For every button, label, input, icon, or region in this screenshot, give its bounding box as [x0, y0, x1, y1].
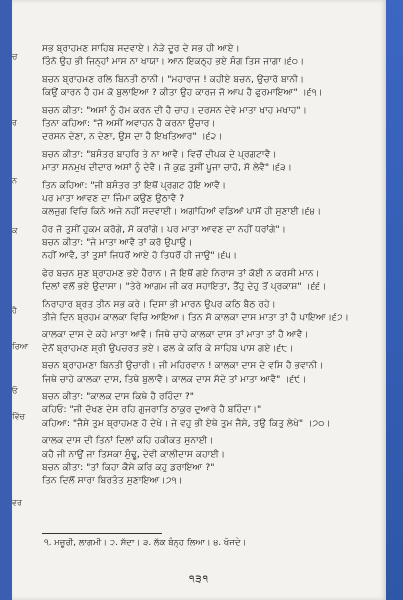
text-line: ਬਚਨ ਕੀਤਾ: "ਕਾਲਕ ਦਾਸ ਕਿਥੇ ਹੈ ਰਹਿੰਦਾ ?" [42, 390, 194, 402]
text-line: ਤਿਨ ਕਹਿਆ: "ਜੀ ਬਸੰਤਰ ਤਾਂ ਇਥੋਂ ਪ੍ਰਗਟ ਹੋਇ ਆਵੈ। [42, 179, 227, 191]
text-line: ਤਿਨਾ ਕਹਿਆ: "ਜੋ ਅਸੀਂ ਅਵਾਹਨ ਹੈ ਕਰਨਾ ਉਚਾਰ। [42, 117, 216, 129]
text-line: ਬਚਨ ਕੀਤਾ: "ਤਾਂ ਕਿਹਾ ਕੈਸੇ ਕਰਿ ਕਹੁ ਡਰਾਇਆ ?" [42, 461, 215, 473]
text-line: ਬਚਨ ਕੀਤਾ: "ਬਸੰਤਰ ਬਾਹਰਿ ਤੇ ਨਾ ਆਵੈ। ਵਿਚੋਂ ਦੀਪਕ ਦੇ ਪ੍ਰਗਟਾਵੈ। [42, 148, 277, 160]
page-number: ੧੩੧ [188, 574, 210, 585]
margin-fragment: ਨ [12, 176, 17, 185]
text-line: ਤੀਜੇ ਦਿਨ ਬ੍ਰਹਮ ਕਾਲਕਾ ਵਿਚਿ ਆਇਆ। ਤਿਨ ਸੋ ਕਾਲਕਾ ਦਾਸ ਮਾਤਾ ਤਾਂ ਹੈ ਪਾਇਆ।੬੭। [42, 312, 349, 324]
text-line: ਹੋਰ ਜੋ ਤੁਸੀਂ ਹੁਕਮ ਕਰੋਗੇ, ਸੋ ਕਰਾਂਗੇ। ਪਰ ਮਾਤਾ ਆਵਣ ਦਾ ਨਹੀਂ ਧਰਾਂਗੇ"। [42, 223, 286, 235]
text-line: ਕਹਿਓ: "ਜੀ ਦੱਖਣ ਦੇਸ ਰਹਿ ਗੁਜਰਾਤਿ ਠਾਕੁਰ ਦੁਆਰੇ ਹੈ ਬਹਿੰਦਾ।" [42, 404, 262, 416]
footnote: ੧. ਮਜ਼ੂਰੀ, ਲਾਗਮੀ। ੨. ਸੱਦਾ। ੩. ਲੱਕ ਬੰਨ੍ਹ ਲਿਆ। ੪. ਖੋਜਦੇ। [44, 538, 247, 548]
text-line: ਨਿਰਾਹਾਰ ਬ੍ਰਤ ਤੀਨ ਸਭ ਕਰੇ। ਦਿਸਾ ਭੀ ਮਾਰਨ ਉਪਰ ਕਠਿ ਬੈਠ ਰਹੇ। [42, 298, 276, 310]
text-line: ਨਹੀਂ ਆਵੈ, ਤਾਂ ਤੁਸਾਂ ਜਿਧਰੋਂ ਆਏ ਹੋ ਤਿਧਰੋਂ ਹੀ ਜਾਉ"।੬੫। [42, 250, 238, 262]
footnote-divider [42, 533, 162, 534]
margin-fragment: ਰਿਆ [12, 342, 29, 351]
text-line: ਕਾਲਕ ਦਾਸ ਦੀ ਤਿਨਾਂ ਦਿਲਾਂ ਕਹਿ ਹਕੀਕਤ ਸੁਨਾਈ। [42, 435, 214, 447]
text-line: ਦਿਲਾਂ ਵਲੋਂ ਭਏ ਉਦਾਸਾ। "ਤੇਰੇ ਆਗਮ ਜੀ ਕਰ ਸਹਾਇਤਾ, ਤੈਂਹੁ ਦੇਹੁ ਤੋਂ ਪ੍ਰਕਾਸ਼" ।੬੬। [42, 281, 327, 293]
margin-fragment: ਹੈ [12, 306, 17, 315]
text-line: ਬਚਨ ਕੀਤਾ: "ਅਸਾਂ ਨੂੰ ਹੋਮ ਕਰਨ ਦੀ ਹੈ ਚਾਹ। ਦਰਸਨ ਦੇਵੇ ਮਾਤਾ ਖਾਹ ਮਖਾਹ"। [42, 104, 307, 116]
margin-fragment: ਵਰ [12, 498, 22, 507]
margin-fragment: ਚ [12, 52, 18, 61]
book-page [12, 0, 386, 600]
text-line: ਕਹਿਆ: "ਜੈਸੇ ਤੁਮ ਬ੍ਰਾਹਮਣ ਹੋ ਦੇਖੇ। ਜੇ ਵਹੁ ਭੀ ਏਥੇ ਤੁਮ ਜੈਸੇ, ਤਉ ਕਿਤੁ ਲੇਖੇ" ।੭੦। [42, 417, 331, 429]
margin-fragment: ਓ [12, 386, 18, 395]
text-line: ਦੇਨੋਂ ਬ੍ਰਾਹਮਣ ਸ਼੍ਰੀ ਉਪਚਰਤ ਭਏ। ਫਲ ਕੇ ਕਰਿ ਕੇ ਸਾਹਿਬ ਪਾਸ ਗਏ।੬੮। [42, 342, 294, 354]
text-line: ਕਿਉਂ ਕਾਰਨ ਹੈ ਹਮ ਕੋ ਬੁਲਾਇਆ ? ਕੀਤਾ ਉਹ ਕਾਰਜ ਜੋ ਆਪ ਹੈ ਫੁਰਮਾਇਆ" ।੬੧। [42, 87, 323, 99]
margin-fragment: ਕ [12, 226, 18, 235]
text-line: ਕਹੈ ਜੀ ਨਾਉਂ ਜਾ ਤਿਸਕਾ ਸੁੰਢੂ, ਦੇਵੀ ਕਾਲੀਦਾਸ ਕਹਾਈ। [42, 448, 226, 460]
text-line: ਪਰ ਮਾਤਾ ਆਵਣ ਦਾ ਜਿੰਮਾ ਕਉਣ ਉਠਾਵੈ ? [42, 192, 185, 204]
book-cover-edge [386, 0, 403, 600]
text-line: ਕਾਲਕਾ ਦਾਸ ਦੇ ਕਹੇ ਮਾਤਾ ਆਵੈ। ਜਿਥੇ ਚਾਹੇ ਕਾਲਕਾ ਦਾਸ ਤਾਂ ਮਾਤਾ ਤਾਂ ਹੈ ਆਵੈ। [42, 329, 309, 341]
text-line: ਜਿਥੇ ਚਾਹੇ ਕਾਲਕਾ ਦਾਸ, ਤਿਥੇ ਬੁਲਾਵੈ। ਕਾਲਕ ਦਾਸ ਸੱਦੇ ਤਾਂ ਮਾਤਾ ਆਵੈ" ।੬੯। [42, 373, 307, 385]
previous-page-margin [12, 0, 37, 600]
text-line: ਬਚਨ ਕੀਤਾ: "ਜੇ ਮਾਤਾ ਆਵੈ ਤਾਂ ਕਰੋ ਉਪਾਉ। [42, 237, 193, 249]
text-line: ਤਿਨ ਦਿਲੋਂ ਸਾਰਾ ਬਿਰਤੰਤ ਸੁਣਾਇਆ।੭੧। [42, 475, 183, 487]
text-line: ਫੇਰ ਬਚਨ ਸੁਣ ਬ੍ਰਾਹਮਣ ਭਏ ਹੈਰਾਨ। ਜੋ ਇਥੋਂ ਗਏ ਨਿਰਾਸ ਤਾਂ ਕੋਈ ਨ ਕਰਸੀ ਮਾਨ। [42, 267, 320, 279]
margin-fragment: ਵਿੱਚ [12, 412, 25, 421]
margin-fragment: ਰ [12, 118, 17, 127]
text-line: ਤਿੰਨੋ ਉਹ ਭੀ ਜਿਨ੍ਹਾਂ ਮਾਸ ਨਾ ਖਾਯਾ। ਆਨ ਇਕਠ੍ਹ ਭਏ ਸੰਗ ਤਿਸ ਜਾਗਾ।੬੦। [42, 56, 305, 68]
body-text [42, 42, 372, 488]
text-line: ਬਚਨ ਬ੍ਰਾਹਮਣ ਰਲਿ ਬਿਨਤੀ ਠਾਨੀ। "ਮਹਾਰਾਜ ! ਕਹੀਏ ਬਚਨ, ਉਚਾਰੋ ਬਾਨੀ। [42, 73, 305, 85]
text-line: ਦਰਸਨ ਦੇਣਾ, ਨ ਦੇਣਾ, ਉਸ ਦਾ ਹੈ ਇਖਤਿਆਰ" ।੬੨। [42, 131, 223, 143]
text-line: ਸਭ ਬ੍ਰਾਹਮਣ ਸਾਹਿਬ ਸਦਵਾਏ। ਨੇੜੇ ਦੂਰ ਦੇ ਸਭ ਹੀ ਆਏ। [42, 43, 240, 54]
text-line: ਕਲਜੁਗ ਵਿਚਿ ਕਿਨੇ ਅਜੇ ਨਹੀਂ ਸਦਵਾਈ। ਅਗਾਂਹਿਆਂ ਵਡਿਆਂ ਪਾਸੋਂ ਹੀ ਸੁਣਾਈ।੬੪। [42, 206, 322, 218]
text-line: ਬਚਨ ਬ੍ਰਾਹਮਣਾ ਬਿਨਤੀ ਉਚਾਰੀ। ਜੀ ਮਹਿਰਵਾਨ ! ਕਾਲਕਾ ਦਾਸ ਦੇ ਵਸਿ ਹੈ ਭਵਾਨੀ। [42, 360, 324, 372]
text-line: ਮਾਤਾ ਸਨਮੁਖ ਦੀਦਾਰ ਅਸਾਂ ਨੂੰ ਦੇਵੈ। ਜੋ ਕੁਛ ਤੁਸੀਂ ਪੂਜਾ ਚਾਹੋ, ਸੋ ਲੇਵੈ"।੬੩। [42, 162, 292, 174]
